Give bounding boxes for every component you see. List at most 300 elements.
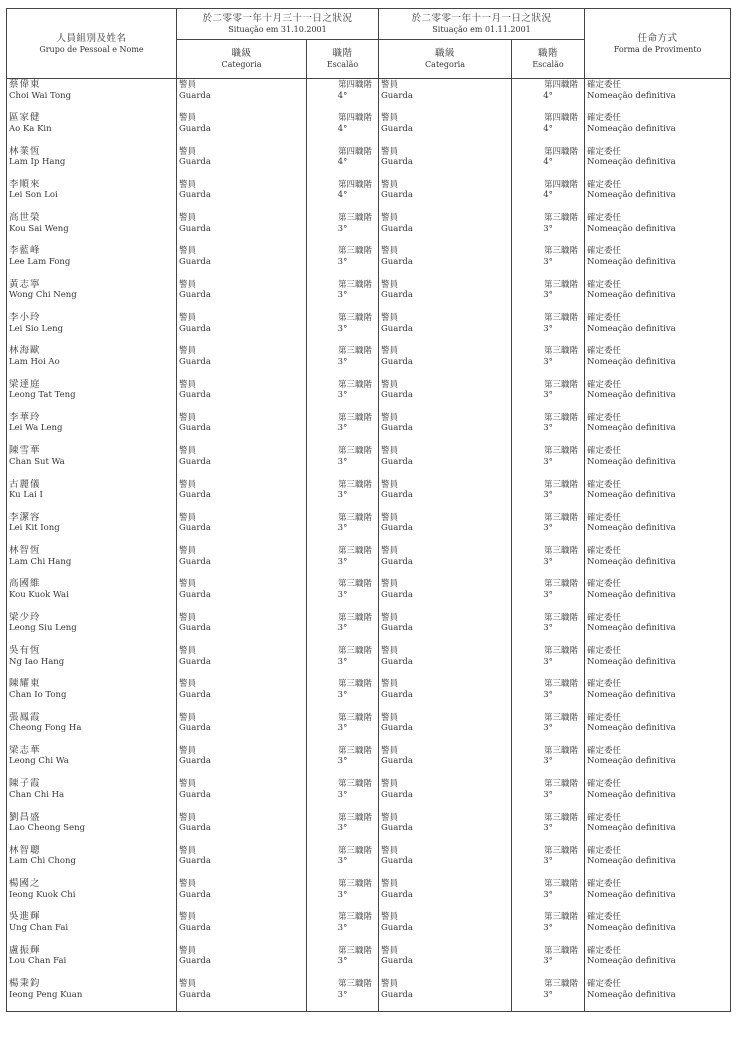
escalao-2-zh: 第三職階 <box>544 512 579 523</box>
categoria-2-pt: Guarda <box>381 889 413 900</box>
categoria-1-pt: Guarda <box>179 856 211 867</box>
forma-cell <box>585 412 731 445</box>
escalao-2-cell <box>512 379 585 412</box>
escalao-1-cell <box>307 645 379 678</box>
categoria-1-zh: 警員 <box>179 213 197 224</box>
period1-header-pt: Situação em 31.10.2001 <box>228 25 327 34</box>
escalao-2-cell <box>512 845 585 878</box>
categoria-2-cell <box>379 112 512 145</box>
escalao-1-zh: 第四職階 <box>338 179 373 190</box>
forma-zh: 確定委任 <box>587 213 622 224</box>
escalao-1-zh: 第三職階 <box>338 745 373 756</box>
categoria-1-zh: 警員 <box>179 679 197 690</box>
categoria-1-pt: Guarda <box>179 889 211 900</box>
categoria-2-pt: Guarda <box>381 90 413 101</box>
forma-pt: Nomeação definitiva <box>587 356 676 367</box>
categoria-1-zh: 警員 <box>179 80 197 90</box>
categoria-1-cell <box>177 445 307 478</box>
name-zh: 楊秉鈞 <box>9 978 41 990</box>
forma-pt: Nomeação definitiva <box>587 323 676 334</box>
escalao-1-cell <box>307 911 379 944</box>
categoria-1-pt: Guarda <box>179 623 211 634</box>
escalao-header-pt: Escalão <box>326 60 359 69</box>
escalao-2-cell <box>512 146 585 179</box>
forma-zh: 確定委任 <box>587 412 622 423</box>
categoria-1-zh: 警員 <box>179 845 197 856</box>
categoria-1-cell <box>177 112 307 145</box>
escalao-1-zh: 第三職階 <box>338 546 373 557</box>
name-pt: Lam Hoi Ao <box>9 356 60 367</box>
categoria-2-zh: 警員 <box>381 346 399 357</box>
forma-zh: 確定委任 <box>587 879 622 890</box>
name-zh: 劉昌盛 <box>9 811 41 823</box>
forma-zh: 確定委任 <box>587 712 622 723</box>
categoria-2-cell <box>379 578 512 611</box>
escalao-2-cell <box>512 112 585 145</box>
forma-pt: Nomeação definitiva <box>587 490 676 501</box>
escalao-2-zh: 第四職階 <box>544 146 579 157</box>
name-column-header <box>7 9 177 79</box>
categoria-1-zh: 警員 <box>179 412 197 423</box>
escalao-1-cell <box>307 745 379 778</box>
name-cell <box>7 712 177 745</box>
forma-pt: Nomeação definitiva <box>587 956 676 967</box>
escalao-2-pt: 3° <box>543 556 553 567</box>
forma-column-header-zh: 任命方式 <box>637 32 678 44</box>
forma-zh: 確定委任 <box>587 246 622 257</box>
name-pt: Chan Io Tong <box>9 689 67 700</box>
categoria-1-zh: 警員 <box>179 912 197 923</box>
categoria-2-pt: Guarda <box>381 556 413 567</box>
categoria-2-cell <box>379 911 512 944</box>
table-row <box>7 978 731 1012</box>
name-pt: Leong Siu Leng <box>9 623 77 634</box>
escalao-1-zh: 第三職階 <box>338 679 373 690</box>
escalao-1-pt: 3° <box>337 589 348 600</box>
categoria-2-cell <box>379 812 512 845</box>
categoria-1-cell <box>177 412 307 445</box>
categoria-2-zh: 警員 <box>381 879 399 890</box>
name-cell <box>7 678 177 711</box>
forma-zh: 確定委任 <box>587 579 622 590</box>
escalao-2-pt: 4° <box>543 190 553 201</box>
escalao-2-zh: 第三職階 <box>544 546 579 557</box>
categoria-1-cell <box>177 712 307 745</box>
name-zh: 林業恆 <box>9 145 41 157</box>
categoria-1-cell <box>177 512 307 545</box>
escalao-1-pt: 3° <box>337 290 348 301</box>
escalao-2-pt: 3° <box>543 223 553 234</box>
escalao-1-zh: 第三職階 <box>338 346 373 357</box>
escalao-1-zh: 第四職階 <box>338 113 373 124</box>
categoria-2-zh: 警員 <box>381 612 399 623</box>
period1-header <box>177 9 379 40</box>
table-row <box>7 212 731 245</box>
escalao-1-zh: 第三職階 <box>338 879 373 890</box>
categoria-2-cell <box>379 845 512 878</box>
categoria-2-zh: 警員 <box>381 313 399 324</box>
escalao-2-zh: 第四職階 <box>544 179 579 190</box>
name-cell <box>7 279 177 312</box>
categoria-1-pt: Guarda <box>179 556 211 567</box>
categoria-1-cell <box>177 945 307 978</box>
categoria-2-pt: Guarda <box>381 523 413 534</box>
name-cell <box>7 79 177 113</box>
escalao-2-pt: 3° <box>543 989 553 1000</box>
escalao-1-pt: 3° <box>337 256 348 267</box>
personnel-table-page <box>6 8 730 1012</box>
categoria-2-zh: 警員 <box>381 379 399 390</box>
forma-cell <box>585 578 731 611</box>
table-row <box>7 412 731 445</box>
escalao-2-cell <box>512 412 585 445</box>
categoria-1-pt: Guarda <box>179 823 211 834</box>
name-cell <box>7 845 177 878</box>
escalao-header-zh: 職階 <box>538 48 559 59</box>
escalao-1-zh: 第三職階 <box>338 412 373 423</box>
categoria-1-pt: Guarda <box>179 523 211 534</box>
escalao-1-zh: 第三職階 <box>338 779 373 790</box>
categoria-1-pt: Guarda <box>179 323 211 334</box>
categoria-2-cell <box>379 778 512 811</box>
name-pt: Ng Iao Hang <box>9 656 65 667</box>
forma-zh: 確定委任 <box>587 146 622 157</box>
name-zh: 陳耀東 <box>9 678 41 690</box>
categoria-2-zh: 警員 <box>381 80 399 90</box>
name-pt: Leong Chi Wa <box>9 756 69 767</box>
forma-pt: Nomeação definitiva <box>587 856 676 867</box>
escalao-1-pt: 3° <box>337 490 348 501</box>
escalao-1-cell <box>307 678 379 711</box>
categoria-2-zh: 警員 <box>381 679 399 690</box>
forma-pt: Nomeação definitiva <box>587 123 676 134</box>
escalao-1-cell <box>307 146 379 179</box>
escalao-1-cell <box>307 345 379 378</box>
escalao-1-pt: 3° <box>337 556 348 567</box>
escalao-2-cell <box>512 79 585 113</box>
name-cell <box>7 412 177 445</box>
name-pt: Lee Lam Fong <box>9 256 71 267</box>
forma-pt: Nomeação definitiva <box>587 823 676 834</box>
forma-zh: 確定委任 <box>587 646 622 657</box>
escalao-1-cell <box>307 179 379 212</box>
forma-cell <box>585 612 731 645</box>
table-row <box>7 79 731 113</box>
escalao-2-cell <box>512 179 585 212</box>
escalao-2-pt: 3° <box>543 456 553 467</box>
categoria-1-pt: Guarda <box>179 290 211 301</box>
escalao-1-cell <box>307 445 379 478</box>
forma-pt: Nomeação definitiva <box>587 90 676 101</box>
categoria-1-cell <box>177 379 307 412</box>
categoria-header-pt: Categoria <box>425 60 465 69</box>
escalao-2-zh: 第三職階 <box>544 945 579 956</box>
forma-zh: 確定委任 <box>587 779 622 790</box>
escalao-2-pt: 3° <box>543 523 553 534</box>
categoria-1-cell <box>177 146 307 179</box>
forma-pt: Nomeação definitiva <box>587 922 676 933</box>
escalao-1-cell <box>307 812 379 845</box>
table-row <box>7 845 731 878</box>
period2-header <box>379 9 585 40</box>
escalao-1-cell <box>307 878 379 911</box>
name-pt: Lei Sio Leng <box>9 323 64 334</box>
forma-column-header-pt: Forma de Provimento <box>613 44 702 54</box>
escalao-1-zh: 第三職階 <box>338 646 373 657</box>
table-row <box>7 911 731 944</box>
table-row <box>7 778 731 811</box>
escalao-2-pt: 3° <box>543 756 553 767</box>
name-cell <box>7 512 177 545</box>
categoria-2-cell <box>379 412 512 445</box>
name-zh: 盧振輝 <box>9 944 41 956</box>
forma-zh: 確定委任 <box>587 979 622 990</box>
escalao-2-zh: 第三職階 <box>544 479 579 490</box>
forma-pt: Nomeação definitiva <box>587 256 676 267</box>
escalao-2-cell <box>512 911 585 944</box>
categoria-1-pt: Guarda <box>179 956 211 967</box>
forma-zh: 確定委任 <box>587 945 622 956</box>
escalao-2-pt: 3° <box>543 689 553 700</box>
escalao-1-zh: 第三職階 <box>338 845 373 856</box>
name-pt: Ku Lai I <box>9 490 43 501</box>
name-pt: Choi Wai Tong <box>9 90 72 101</box>
categoria-1-zh: 警員 <box>179 712 197 723</box>
name-cell <box>7 545 177 578</box>
name-cell <box>7 945 177 978</box>
name-zh: 梁少玲 <box>9 611 41 623</box>
name-cell <box>7 146 177 179</box>
escalao-2-zh: 第三職階 <box>544 246 579 257</box>
categoria-2-zh: 警員 <box>381 845 399 856</box>
escalao-1-zh: 第三職階 <box>338 313 373 324</box>
escalao-2-cell <box>512 445 585 478</box>
forma-pt: Nomeação definitiva <box>587 723 676 734</box>
name-zh: 梁志華 <box>9 744 41 756</box>
table-row <box>7 878 731 911</box>
categoria-2-zh: 警員 <box>381 446 399 457</box>
categoria-1-zh: 警員 <box>179 945 197 956</box>
escalao-2-zh: 第三職階 <box>544 313 579 324</box>
escalao-1-cell <box>307 545 379 578</box>
categoria-1-zh: 警員 <box>179 146 197 157</box>
categoria-1-zh: 警員 <box>179 313 197 324</box>
forma-cell <box>585 79 731 113</box>
forma-zh: 確定委任 <box>587 113 622 124</box>
escalao-2-cell <box>512 712 585 745</box>
categoria-2-pt: Guarda <box>381 423 413 434</box>
forma-cell <box>585 179 731 212</box>
escalao-1-zh: 第三職階 <box>338 446 373 457</box>
categoria-2-zh: 警員 <box>381 512 399 523</box>
escalao-2-zh: 第三職階 <box>544 679 579 690</box>
categoria-1-cell <box>177 812 307 845</box>
categoria-2-pt: Guarda <box>381 290 413 301</box>
name-column-header-pt: Grupo de Pessoal e Nome <box>39 44 144 54</box>
escalao-1-pt: 3° <box>337 856 348 867</box>
name-cell <box>7 878 177 911</box>
escalao-2-zh: 第三職階 <box>544 612 579 623</box>
escalao-2-cell <box>512 545 585 578</box>
table-row <box>7 745 731 778</box>
escalao-2-cell <box>512 645 585 678</box>
categoria-2-zh: 警員 <box>381 279 399 290</box>
categoria-1-zh: 警員 <box>179 479 197 490</box>
name-zh: 區家健 <box>9 112 41 124</box>
categoria-2-pt: Guarda <box>381 589 413 600</box>
escalao-2-cell <box>512 212 585 245</box>
forma-pt: Nomeação definitiva <box>587 190 676 201</box>
table-row <box>7 245 731 278</box>
categoria-2-pt: Guarda <box>381 190 413 201</box>
escalao-1-zh: 第四職階 <box>338 80 373 90</box>
categoria-1-pt: Guarda <box>179 90 211 101</box>
forma-zh: 確定委任 <box>587 912 622 923</box>
escalao-2-cell <box>512 479 585 512</box>
escalao-1-zh: 第三職階 <box>338 945 373 956</box>
escalao-2-pt: 3° <box>543 823 553 834</box>
escalao-2-zh: 第三職階 <box>544 579 579 590</box>
table-row <box>7 379 731 412</box>
forma-cell <box>585 845 731 878</box>
name-zh: 李華玲 <box>9 411 41 423</box>
escalao-1-pt: 3° <box>337 456 348 467</box>
name-pt: Lam Ip Hang <box>9 157 66 168</box>
categoria-2-zh: 警員 <box>381 812 399 823</box>
categoria-1-pt: Guarda <box>179 689 211 700</box>
categoria-header-zh: 職級 <box>435 48 456 59</box>
categoria-2-pt: Guarda <box>381 656 413 667</box>
forma-cell <box>585 279 731 312</box>
escalao-1-pt: 3° <box>337 723 348 734</box>
period1-header-zh: 於二零零一年十月三十一日之狀況 <box>202 13 353 24</box>
name-column-header-zh: 人員組別及姓名 <box>56 32 127 44</box>
categoria-1-pt: Guarda <box>179 223 211 234</box>
forma-zh: 確定委任 <box>587 845 622 856</box>
escalao-1-pt: 3° <box>337 989 348 1000</box>
escalao-2-cell <box>512 345 585 378</box>
categoria-2-pt: Guarda <box>381 123 413 134</box>
escalao-1-pt: 4° <box>337 90 348 101</box>
forma-cell <box>585 479 731 512</box>
escalao-2-zh: 第三職階 <box>544 346 579 357</box>
categoria-2-cell <box>379 545 512 578</box>
categoria-2-zh: 警員 <box>381 246 399 257</box>
forma-cell <box>585 678 731 711</box>
escalao-1-pt: 4° <box>337 157 348 168</box>
escalao-1-zh: 第三職階 <box>338 812 373 823</box>
forma-pt: Nomeação definitiva <box>587 689 676 700</box>
name-pt: Leong Tat Teng <box>9 390 76 401</box>
escalao-2-cell <box>512 245 585 278</box>
categoria-2-pt: Guarda <box>381 689 413 700</box>
forma-cell <box>585 978 731 1012</box>
name-pt: Kou Kuok Wai <box>9 589 69 600</box>
forma-pt: Nomeação definitiva <box>587 456 676 467</box>
name-pt: Ieong Peng Kuan <box>9 989 83 1000</box>
categoria-1-cell <box>177 345 307 378</box>
categoria-2-pt: Guarda <box>381 922 413 933</box>
categoria-2-cell <box>379 978 512 1012</box>
name-cell <box>7 345 177 378</box>
escalao-2-pt: 3° <box>543 323 553 334</box>
forma-cell <box>585 379 731 412</box>
categoria-1-pt: Guarda <box>179 157 211 168</box>
categoria-2-zh: 警員 <box>381 113 399 124</box>
escalao-1-zh: 第三職階 <box>338 612 373 623</box>
name-cell <box>7 911 177 944</box>
escalao-2-pt: 3° <box>543 589 553 600</box>
escalao-2-zh: 第三職階 <box>544 879 579 890</box>
name-zh: 陳雪華 <box>9 445 41 457</box>
escalao-1-pt: 3° <box>337 889 348 900</box>
name-pt: Chan Chi Ha <box>9 789 65 800</box>
escalao-1-zh: 第三職階 <box>338 379 373 390</box>
escalao-2-cell <box>512 812 585 845</box>
forma-zh: 確定委任 <box>587 80 622 90</box>
categoria-2-pt: Guarda <box>381 223 413 234</box>
escalao-2-zh: 第三職階 <box>544 979 579 990</box>
escalao-1-cell <box>307 578 379 611</box>
forma-cell <box>585 212 731 245</box>
forma-pt: Nomeação definitiva <box>587 157 676 168</box>
categoria-1-cell <box>177 678 307 711</box>
categoria-1-pt: Guarda <box>179 190 211 201</box>
categoria-2-pt: Guarda <box>381 789 413 800</box>
name-pt: Wong Chi Neng <box>9 290 77 301</box>
escalao-2-pt: 3° <box>543 922 553 933</box>
forma-cell <box>585 512 731 545</box>
categoria-2-pt: Guarda <box>381 456 413 467</box>
table-row <box>7 812 731 845</box>
name-zh: 高世榮 <box>9 212 41 224</box>
categoria-1-zh: 警員 <box>179 446 197 457</box>
escalao-1-pt: 3° <box>337 356 348 367</box>
categoria-2-cell <box>379 379 512 412</box>
categoria-1-zh: 警員 <box>179 579 197 590</box>
categoria-1-cell <box>177 479 307 512</box>
escalao-1-cell <box>307 212 379 245</box>
name-cell <box>7 479 177 512</box>
categoria-1-pt: Guarda <box>179 789 211 800</box>
name-zh: 蔡偉東 <box>9 79 41 90</box>
forma-zh: 確定委任 <box>587 346 622 357</box>
escalao-2-pt: 3° <box>543 356 553 367</box>
forma-cell <box>585 312 731 345</box>
forma-cell <box>585 812 731 845</box>
table-row <box>7 678 731 711</box>
forma-zh: 確定委任 <box>587 745 622 756</box>
categoria-2-cell <box>379 312 512 345</box>
categoria-2-pt: Guarda <box>381 956 413 967</box>
categoria-header-1 <box>177 40 307 79</box>
name-zh: 吳有恆 <box>9 645 41 657</box>
table-row <box>7 612 731 645</box>
escalao-2-cell <box>512 878 585 911</box>
categoria-1-pt: Guarda <box>179 656 211 667</box>
name-zh: 陳子霞 <box>9 778 41 790</box>
escalao-2-zh: 第三職階 <box>544 412 579 423</box>
categoria-1-cell <box>177 778 307 811</box>
forma-zh: 確定委任 <box>587 812 622 823</box>
period2-header-zh: 於二零零一年十一月一日之狀況 <box>411 13 552 24</box>
table-row <box>7 312 731 345</box>
categoria-1-pt: Guarda <box>179 756 211 767</box>
personnel-table <box>6 8 731 1012</box>
escalao-1-zh: 第四職階 <box>338 146 373 157</box>
categoria-1-cell <box>177 179 307 212</box>
escalao-1-cell <box>307 945 379 978</box>
